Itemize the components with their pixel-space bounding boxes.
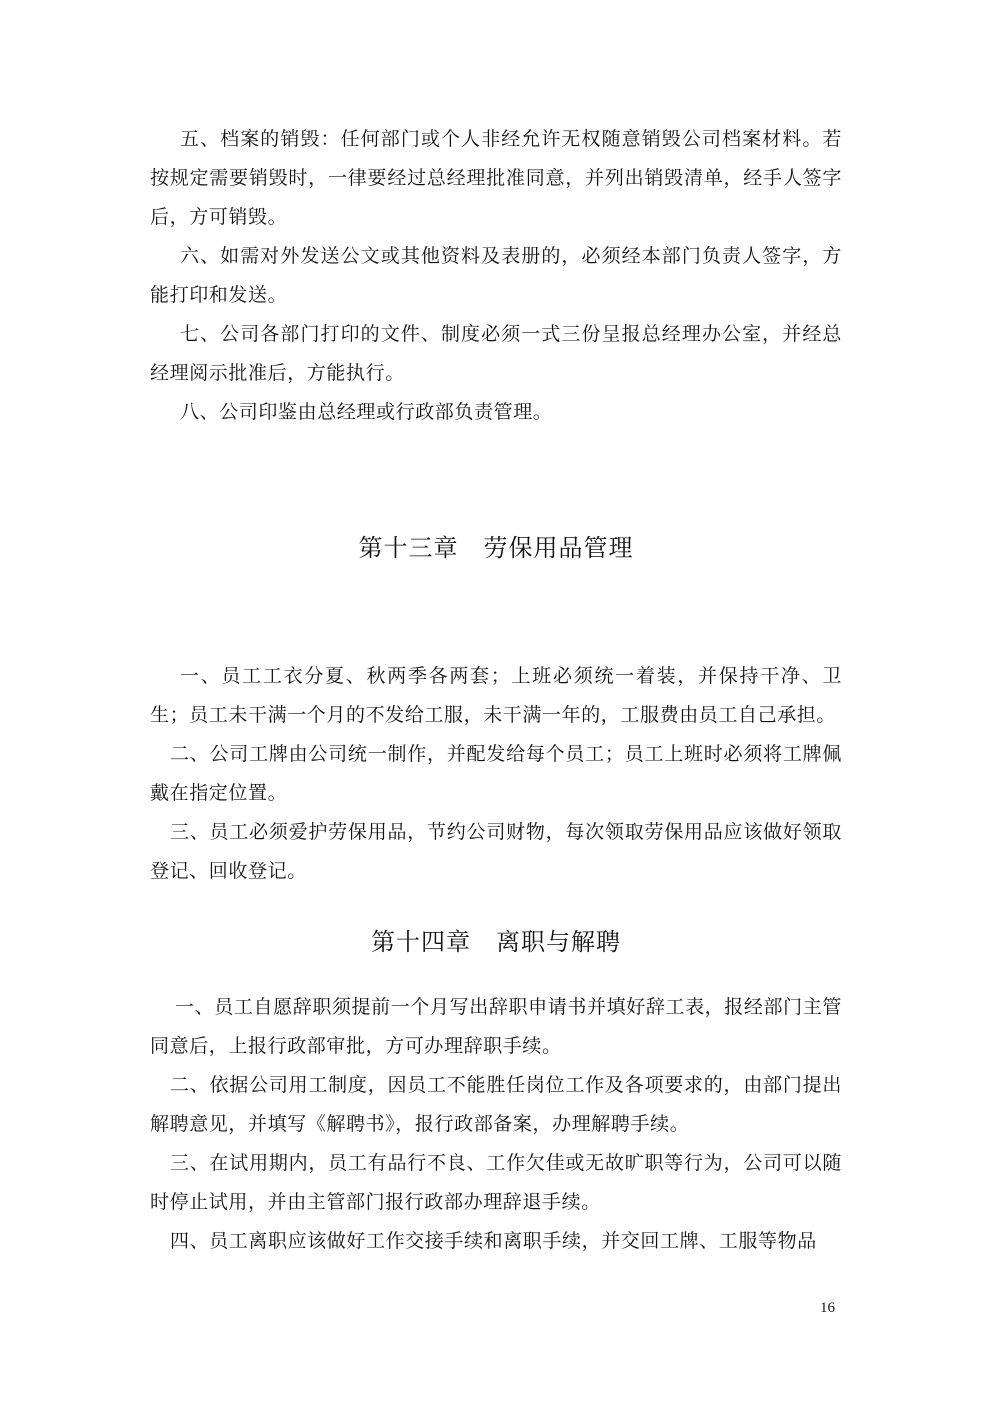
- paragraph-company-seal: 八、公司印鉴由总经理或行政部负责管理。: [180, 401, 553, 423]
- paragraph-protective-supplies: 三、员工必须爱护劳保用品，节约公司财物，每次领取劳保用品应该做好领取登记、回收登记。: [150, 821, 842, 882]
- paragraph-department-printing: 七、公司各部门打印的文件、制度必须一式三份呈报总经理办公室，并经总经理阅示批准后，方能执行。: [150, 323, 842, 384]
- page-number: 16: [820, 1300, 835, 1316]
- paragraph-work-uniforms: 一、员工工衣分夏、秋两季各两套；上班必须统一着装，并保持干净、卫生；员工未干满一个月的不发给工服，未干满一年的，工服费由员工自己承担。: [150, 665, 842, 726]
- chapter-13-title: 第十三章 劳保用品管理: [358, 534, 634, 562]
- paragraph-work-badges: 二、公司工牌由公司统一制作，并配发给每个员工；员工上班时必须将工牌佩戴在指定位置。: [150, 743, 842, 804]
- paragraph-departure-handover: 四、员工离职应该做好工作交接手续和离职手续，并交回工牌、工服等物品: [170, 1230, 817, 1252]
- paragraph-voluntary-resignation: 一、员工自愿辞职须提前一个月写出辞职申请书并填好辞工表，报经部门主管同意后，上报行政部审批，方可办理辞职手续。: [150, 996, 842, 1057]
- paragraph-external-documents: 六、如需对外发送公文或其他资料及表册的，必须经本部门负责人签字，方能打印和发送。: [150, 245, 842, 306]
- chapter-14-title: 第十四章 离职与解聘: [371, 928, 621, 956]
- paragraph-archive-destruction: 五、档案的销毁：任何部门或个人非经允许无权随意销毁公司档案材料。若按规定需要销毁时，一律要经过总经理批准同意，并列出销毁清单，经手人签字后，方可销毁。: [150, 128, 842, 228]
- paragraph-probation-termination: 三、在试用期内，员工有品行不良、工作欠佳或无故旷职等行为，公司可以随时停止试用，并由主管部门报行政部办理辞退手续。: [150, 1152, 842, 1213]
- paragraph-dismissal: 二、依据公司用工制度，因员工不能胜任岗位工作及各项要求的，由部门提出解聘意见，并填写《解聘书》，报行政部备案，办理解聘手续。: [150, 1074, 842, 1135]
